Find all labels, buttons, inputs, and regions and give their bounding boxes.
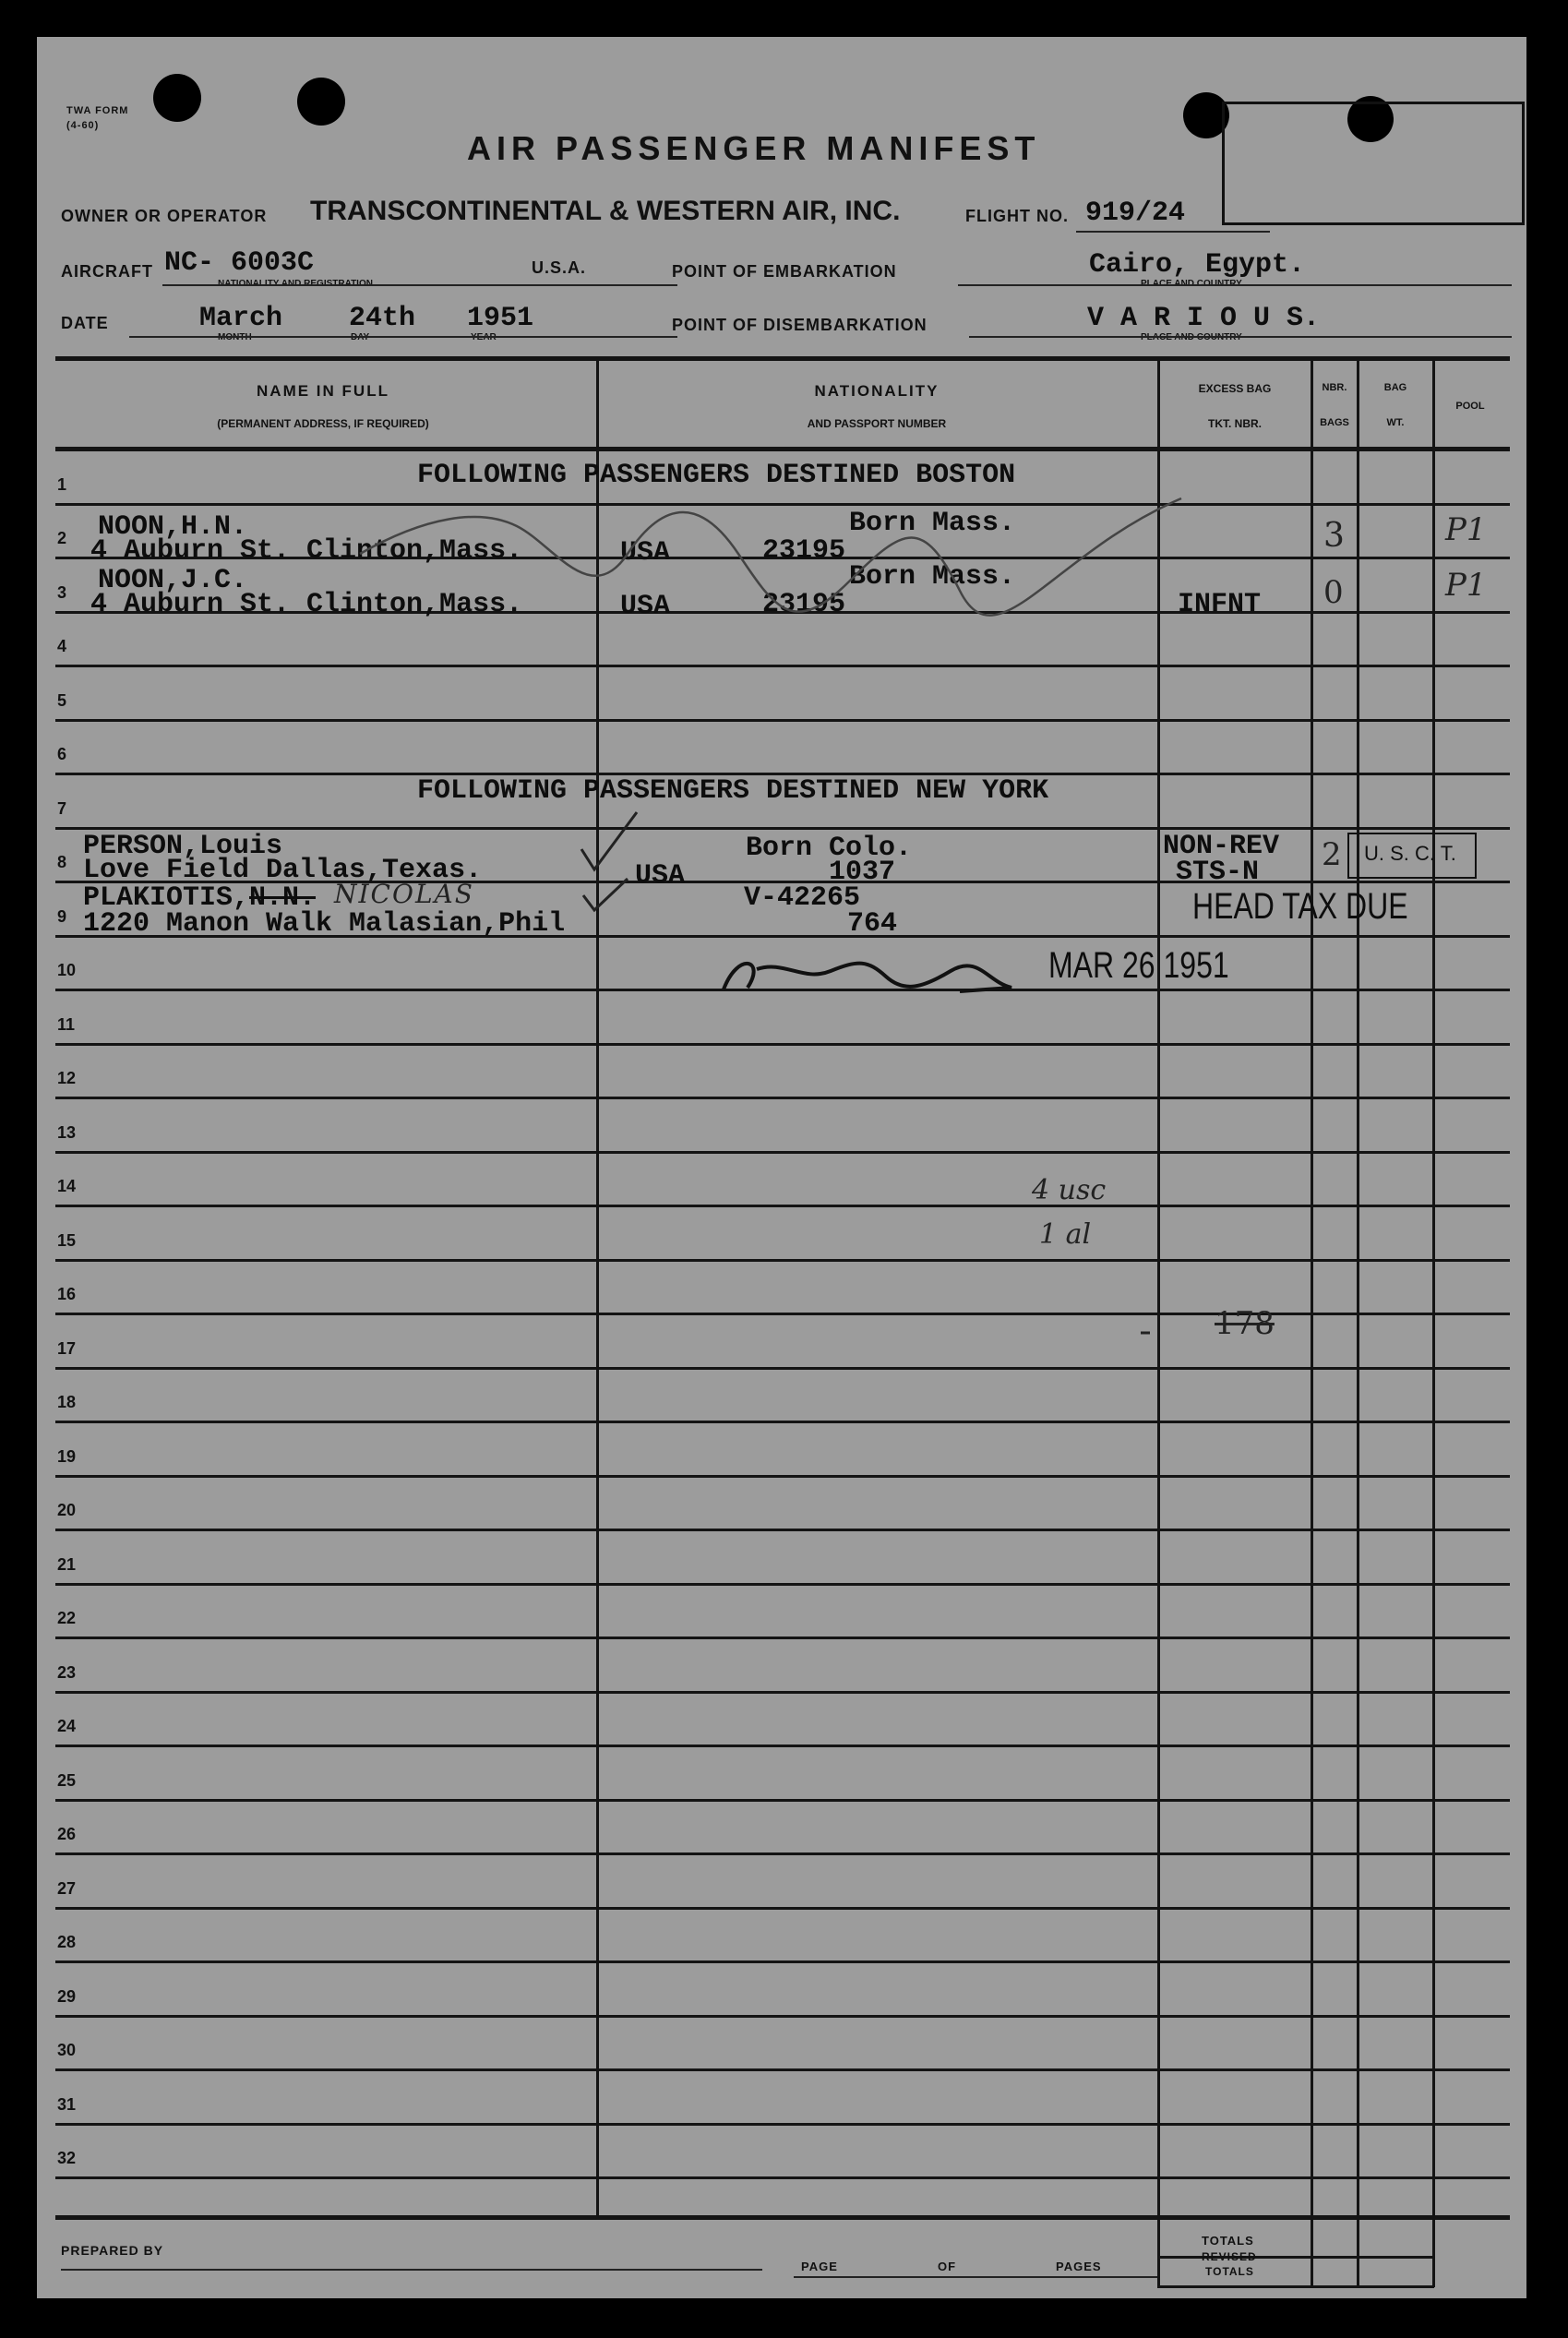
col-header-excess-sub: TKT. NBR. bbox=[1208, 417, 1262, 430]
prepared-by-label: PREPARED BY bbox=[61, 2243, 164, 2258]
passenger-1-note: Born Mass. bbox=[849, 508, 1016, 539]
row-number: 27 bbox=[57, 1879, 77, 1898]
row-number: 16 bbox=[57, 1285, 77, 1303]
row-number: 8 bbox=[57, 853, 67, 871]
disembark-label: POINT OF DISEMBARKATION bbox=[672, 316, 928, 334]
disembark-value: V A R I O U S. bbox=[1087, 303, 1321, 334]
row-number: 13 bbox=[57, 1123, 77, 1142]
row-number: 22 bbox=[57, 1609, 77, 1627]
owner-label: OWNER OR OPERATOR bbox=[61, 207, 268, 225]
passenger-2-excess: INFNT bbox=[1178, 589, 1262, 620]
form-number: TWA FORM bbox=[66, 105, 129, 116]
form-number-date: (4-60) bbox=[66, 120, 100, 131]
row-number: 5 bbox=[57, 691, 67, 710]
row-number: 11 bbox=[57, 1015, 76, 1034]
officer-signature bbox=[724, 964, 1011, 991]
row-number: 28 bbox=[57, 1933, 77, 1951]
head-tax-stamp: HEAD TAX DUE bbox=[1192, 886, 1408, 927]
passenger-4-passport: V-42265 bbox=[744, 882, 861, 914]
passenger-4-name-handwritten: NICOLAS bbox=[334, 879, 474, 909]
date-month: March bbox=[199, 303, 283, 334]
row-number: 23 bbox=[57, 1663, 77, 1682]
col-header-pool: POOL bbox=[1455, 401, 1485, 412]
pencil-scribble bbox=[360, 498, 1181, 616]
row-number: 10 bbox=[57, 961, 77, 979]
date-day: 24th bbox=[349, 303, 416, 334]
passenger-1-address: 4 Auburn St. Clinton,Mass. bbox=[90, 535, 523, 567]
aircraft-country: U.S.A. bbox=[532, 258, 587, 277]
revised-label: REVISED bbox=[1202, 2250, 1257, 2263]
embark-label: POINT OF EMBARKATION bbox=[672, 262, 897, 281]
row-number: 18 bbox=[57, 1393, 77, 1411]
row-number: 29 bbox=[57, 1987, 77, 2006]
passenger-3-passport: 1037 bbox=[829, 857, 896, 888]
row-number: 30 bbox=[57, 2041, 77, 2059]
row-number: 20 bbox=[57, 1501, 77, 1519]
row-number: 25 bbox=[57, 1771, 77, 1790]
passenger-3-bags: 2 bbox=[1322, 836, 1342, 873]
col-header-nationality-sub: AND PASSPORT NUMBER bbox=[807, 417, 947, 430]
flight-label: FLIGHT NO. bbox=[965, 207, 1069, 225]
col-header-bags-sub: BAGS bbox=[1320, 417, 1349, 428]
passenger-1-name: NOON,H.N. bbox=[98, 511, 248, 543]
section-header-new-york: FOLLOWING PASSENGERS DESTINED NEW YORK bbox=[417, 775, 1049, 807]
row-number: 31 bbox=[57, 2095, 77, 2114]
usct-stamp: U. S. C. T. bbox=[1364, 842, 1456, 865]
owner-value: TRANSCONTINENTAL & WESTERN AIR, INC. bbox=[310, 196, 901, 226]
row-number: 21 bbox=[57, 1555, 77, 1574]
passenger-2-bags: 0 bbox=[1323, 574, 1344, 611]
aircraft-label: AIRCRAFT bbox=[61, 262, 153, 281]
passenger-2-note: Born Mass. bbox=[849, 561, 1016, 593]
checkmark-2 bbox=[583, 879, 628, 910]
checkmark-1 bbox=[581, 812, 637, 869]
aircraft-value: NC- 6003C bbox=[164, 247, 315, 279]
col-header-bagwt-sub: WT. bbox=[1386, 417, 1405, 428]
passenger-4-passport-b: 764 bbox=[847, 908, 898, 940]
passenger-1-pool: P1 bbox=[1445, 511, 1487, 548]
count-annotation-a: 4 usc bbox=[1032, 1174, 1107, 1206]
manifest-sheet bbox=[37, 37, 1526, 2298]
date-year: 1951 bbox=[467, 303, 534, 334]
row-number: 7 bbox=[57, 799, 67, 818]
passenger-2-pool: P1 bbox=[1445, 567, 1487, 604]
passenger-3-excess: NON-REV bbox=[1163, 831, 1280, 862]
section-header-boston: FOLLOWING PASSENGERS DESTINED BOSTON bbox=[417, 460, 1016, 491]
row-number: 17 bbox=[57, 1339, 77, 1358]
row-number: 6 bbox=[57, 745, 67, 763]
row-number: 12 bbox=[57, 1069, 77, 1087]
passenger-3-address: Love Field Dallas,Texas. bbox=[83, 855, 483, 886]
col-header-nationality: NATIONALITY bbox=[814, 382, 940, 400]
col-header-excess: EXCESS BAG bbox=[1198, 382, 1272, 395]
totals-label: TOTALS bbox=[1202, 2234, 1254, 2248]
row-number: 15 bbox=[57, 1231, 77, 1250]
col-header-name: NAME IN FULL bbox=[257, 382, 389, 400]
passenger-2-name: NOON,J.C. bbox=[98, 565, 248, 596]
passenger-4-name-struck: N.N. bbox=[249, 882, 317, 914]
passenger-1-bags: 3 bbox=[1323, 517, 1345, 555]
row-number: 3 bbox=[57, 583, 67, 602]
passenger-1-nationality: USA bbox=[620, 537, 671, 569]
row-number: 24 bbox=[57, 1717, 77, 1735]
passenger-2-address: 4 Auburn St. Clinton,Mass. bbox=[90, 589, 523, 620]
passenger-4-name: PLAKIOTIS, bbox=[83, 882, 250, 914]
row-number: 2 bbox=[57, 529, 67, 547]
col-header-bags: NBR. bbox=[1322, 382, 1347, 393]
passenger-4-address: 1220 Manon Walk Malasian,Phil bbox=[83, 908, 566, 940]
row-number: 4 bbox=[57, 637, 67, 655]
row-number: 32 bbox=[57, 2149, 77, 2167]
row-number: 9 bbox=[57, 907, 67, 926]
embark-value: Cairo, Egypt. bbox=[1089, 249, 1306, 281]
row-number: 1 bbox=[57, 475, 67, 494]
date-stamp: MAR 26 1951 bbox=[1048, 945, 1229, 986]
row-number: 26 bbox=[57, 1825, 77, 1843]
col-header-name-sub: (PERMANENT ADDRESS, IF REQUIRED) bbox=[217, 417, 429, 430]
passenger-2-nationality: USA bbox=[620, 591, 671, 622]
count-annotation-b: 1 al bbox=[1039, 1218, 1092, 1251]
passenger-3-nationality: USA bbox=[635, 860, 686, 892]
row-number: 19 bbox=[57, 1447, 77, 1466]
number-annotation: 178 bbox=[1215, 1305, 1275, 1342]
pages-label: PAGES bbox=[1056, 2260, 1102, 2273]
row-number: 14 bbox=[57, 1177, 77, 1195]
passenger-3-note: Born Colo. bbox=[746, 833, 913, 864]
flight-value: 919/24 bbox=[1085, 198, 1186, 229]
revised-totals-label: TOTALS bbox=[1205, 2265, 1254, 2278]
col-header-bagwt: BAG bbox=[1383, 382, 1407, 393]
passenger-3-excess-b: STS-N bbox=[1176, 857, 1260, 888]
passenger-3-name: PERSON,Louis bbox=[83, 831, 283, 862]
date-label: DATE bbox=[61, 314, 109, 332]
page-title: AIR PASSENGER MANIFEST bbox=[467, 129, 1041, 167]
page-of-label: OF bbox=[938, 2260, 957, 2273]
passenger-2-passport: 23195 bbox=[762, 589, 846, 620]
page-label: PAGE bbox=[801, 2260, 838, 2273]
passenger-1-passport: 23195 bbox=[762, 535, 846, 567]
handwritten-marks bbox=[37, 37, 1526, 2298]
